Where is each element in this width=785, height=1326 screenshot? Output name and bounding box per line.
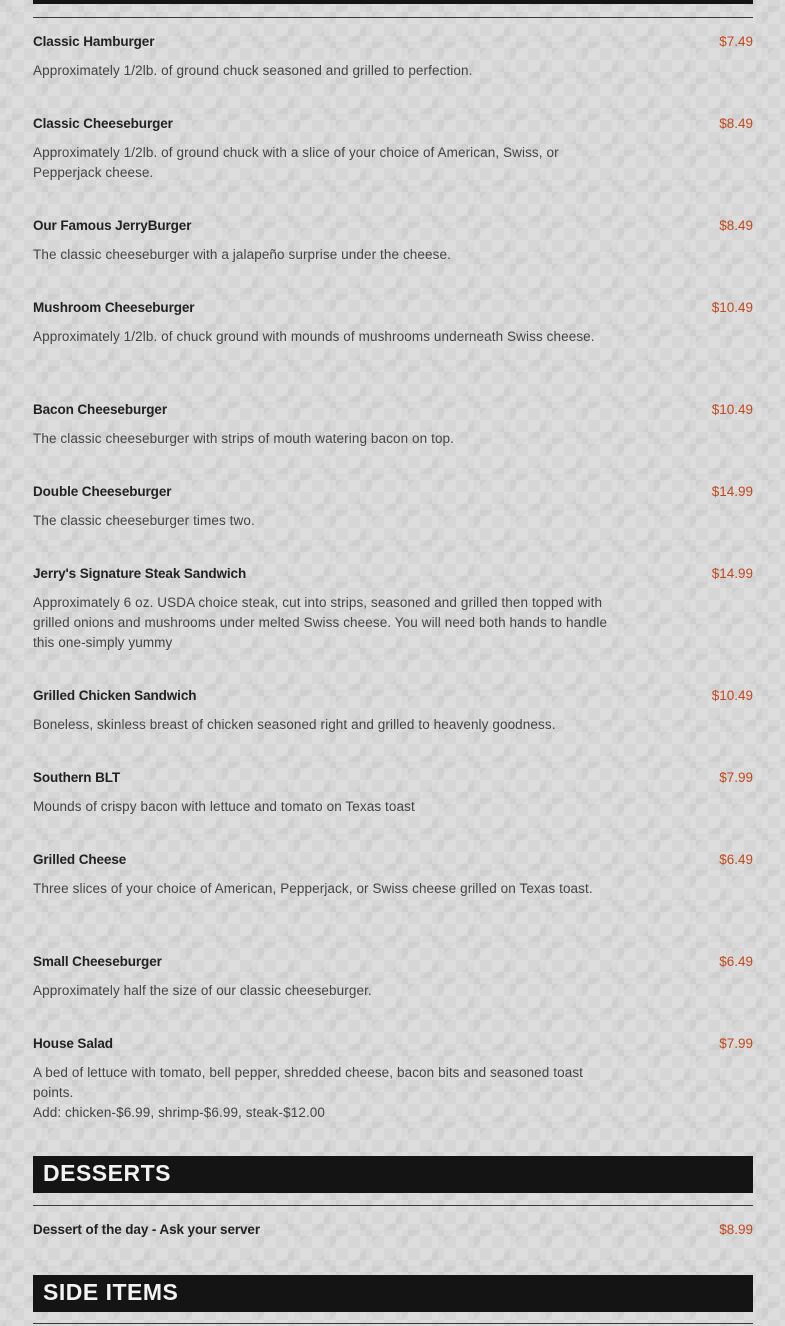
item-description — [33, 1063, 608, 1123]
item-price: $7.49 — [719, 34, 753, 49]
item-price: $8.49 — [719, 218, 753, 233]
section-header-side-items — [33, 1275, 753, 1312]
description-line: Three slices of your choice of American, Pepperjack, or Swiss cheese grilled on Texas toast. — [33, 881, 593, 896]
description-line: Mounds of crispy bacon with lettuce and tomato on Texas toast — [33, 799, 415, 814]
divider — [33, 1205, 753, 1206]
item-name: Jerry's Signature Steak Sandwich — [33, 566, 247, 581]
item-description — [33, 143, 608, 183]
item-description — [33, 61, 608, 81]
item-name: Dessert of the day - Ask your server — [33, 1222, 260, 1237]
description-line: Approximately 1/2lb. of ground chuck with a slice of your choice of American, Swiss, or Pepperjack cheese. — [33, 145, 559, 180]
item-name: Grilled Cheese — [33, 852, 127, 867]
description-line: Add: chicken-$6.99, shrimp-$6.99, steak-$12.00 — [33, 1105, 326, 1120]
divider — [33, 17, 753, 18]
item-name: Small Cheeseburger — [33, 954, 162, 969]
item-price: $10.49 — [711, 688, 753, 703]
item-name: Classic Hamburger — [33, 34, 155, 49]
item-description — [33, 797, 608, 817]
item-description — [33, 981, 608, 1001]
item-name: Mushroom Cheeseburger — [33, 300, 195, 315]
description-line: Boneless, skinless breast of chicken seasoned right and grilled to heavenly goodness. — [33, 717, 556, 732]
item-price: $6.49 — [719, 954, 753, 969]
item-description — [33, 327, 608, 347]
description-line: The classic cheeseburger with strips of mouth watering bacon on top. — [33, 431, 455, 446]
item-description — [33, 715, 608, 735]
item-description — [33, 593, 608, 653]
description-line: Approximately half the size of our classic cheeseburger. — [33, 983, 372, 998]
item-price: $7.99 — [719, 770, 753, 785]
section-title: DESSERTS — [43, 1160, 171, 1186]
item-name: Classic Cheeseburger — [33, 116, 173, 131]
item-price: $8.49 — [719, 116, 753, 131]
item-name: Our Famous JerryBurger — [33, 218, 192, 233]
divider — [33, 1323, 753, 1324]
item-name: Southern BLT — [33, 770, 121, 785]
item-description — [33, 429, 608, 449]
item-name: Double Cheeseburger — [33, 484, 172, 499]
section-header-desserts — [33, 1156, 753, 1193]
section-title: SIDE ITEMS — [43, 1279, 179, 1305]
item-description — [33, 879, 608, 899]
item-price: $14.99 — [711, 484, 753, 499]
item-price: $10.49 — [711, 402, 753, 417]
description-line: The classic cheeseburger with a jalapeño surprise under the cheese. — [33, 247, 451, 262]
item-name: Bacon Cheeseburger — [33, 402, 167, 417]
item-price: $14.99 — [711, 566, 753, 581]
section-bar-top — [33, 0, 753, 4]
description-line: The classic cheeseburger times two. — [33, 513, 255, 528]
description-line: Approximately 1/2lb. of ground chuck seasoned and grilled to perfection. — [33, 63, 473, 78]
item-description — [33, 245, 608, 265]
item-price: $6.49 — [719, 852, 753, 867]
item-description — [33, 511, 608, 531]
item-price: $10.49 — [711, 300, 753, 315]
item-price: $7.99 — [719, 1036, 753, 1051]
description-line: Approximately 1/2lb. of chuck ground with mounds of mushrooms underneath Swiss cheese. — [33, 329, 595, 344]
description-line: Approximately 6 oz. USDA choice steak, cut into strips, seasoned and grilled then topped with grilled onions and mushrooms under melted Swiss cheese. You will need both hands to handle this one-simply yummy — [33, 595, 608, 650]
item-price: $8.99 — [719, 1222, 753, 1237]
item-name: House Salad — [33, 1036, 113, 1051]
item-name: Grilled Chicken Sandwich — [33, 688, 197, 703]
description-line: A bed of lettuce with tomato, bell pepper, shredded cheese, bacon bits and seasoned toast points. — [33, 1065, 584, 1100]
